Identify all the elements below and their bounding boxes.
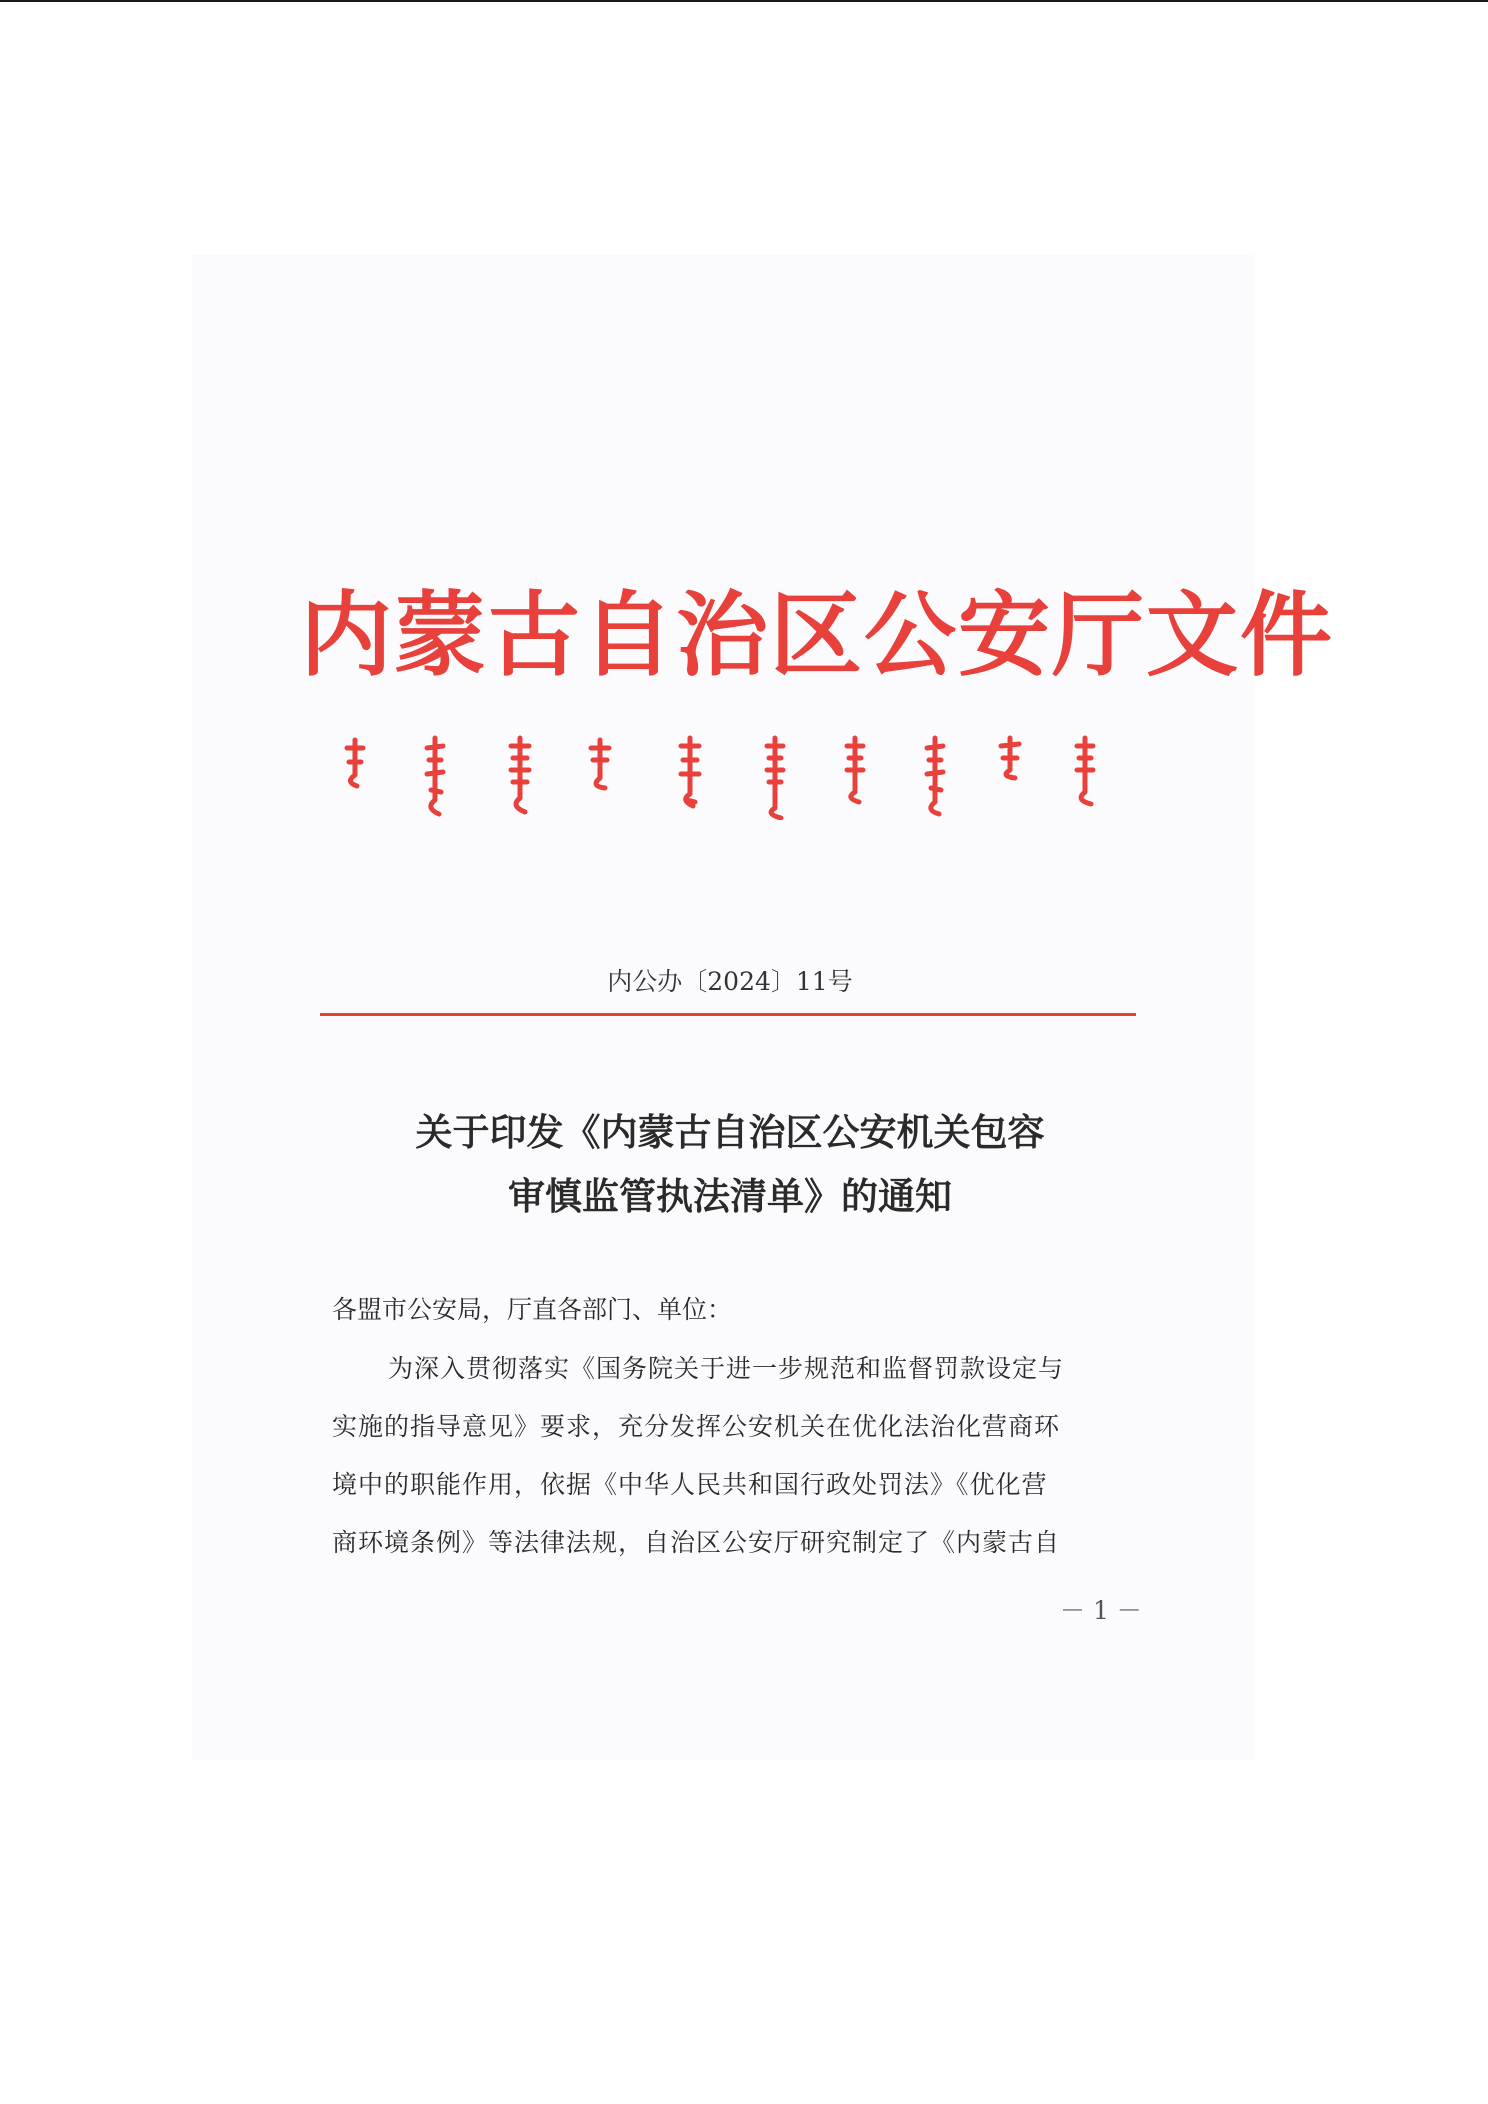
- body-line: 为深入贯彻落实《国务院关于进一步规范和监督罚款设定与: [388, 1354, 1065, 1383]
- document-number: 内公办〔2024〕11号: [607, 967, 853, 996]
- mongolian-word-4: [591, 740, 609, 788]
- mongolian-word-7: [847, 738, 863, 802]
- title-line-1: 关于印发《内蒙古自治区公安机关包容: [415, 1110, 1045, 1154]
- page-number: － 1 －: [1060, 1596, 1142, 1625]
- document-header-title: 内蒙古自治区公安厅文件: [300, 582, 1335, 689]
- mongolian-word-5: [681, 738, 699, 806]
- body-paragraph: [332, 1340, 1132, 1572]
- salutation: 各盟市公安局，厅直各部门、单位：: [332, 1295, 733, 1324]
- mongolian-word-8: [927, 738, 943, 814]
- page-top-border: [0, 0, 1488, 2]
- title-line-2: 审慎监管执法清单》的通知: [508, 1174, 952, 1218]
- mongolian-word-3: [511, 738, 529, 812]
- mongolian-word-9: [1001, 738, 1019, 778]
- mongolian-word-2: [427, 738, 443, 814]
- mongolian-word-6: [767, 738, 783, 818]
- red-separator-line: [320, 1013, 1136, 1016]
- mongolian-word-10: [1077, 738, 1093, 804]
- document-title: [300, 1100, 1160, 1228]
- body-line: 境中的职能作用，依据《中华人民共和国行政处罚法》《优化营: [332, 1470, 1048, 1499]
- body-line: 实施的指导意见》要求，充分发挥公安机关在优化法治化营商环: [332, 1412, 1061, 1441]
- body-line: 商环境条例》等法律法规，自治区公安厅研究制定了《内蒙古自: [332, 1528, 1061, 1557]
- mongolian-script-header: [335, 730, 1115, 820]
- mongolian-word-1: [347, 740, 363, 786]
